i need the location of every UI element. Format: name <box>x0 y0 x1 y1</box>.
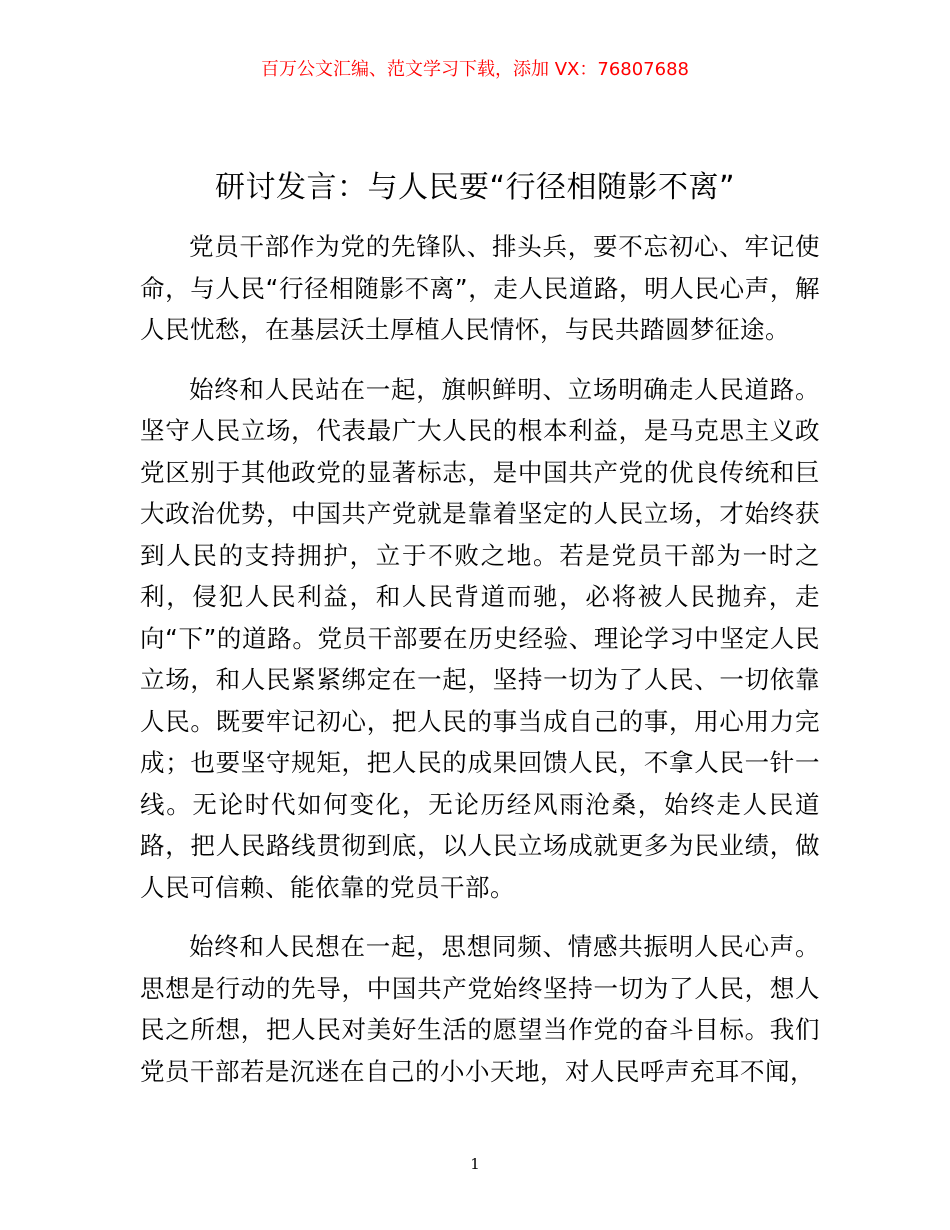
paragraph-intro: 党员干部作为党的先锋队、排头兵，要不忘初心、牢记使命，与人民“行径相随影不离”，走人民道路，明人民心声，解人民忧愁，在基层沃土厚植人民情怀，与民共踏圆梦征途。 <box>140 232 820 344</box>
paragraph-stand-with-people: 始终和人民站在一起，旗帜鲜明、立场明确走人民道路。坚守人民立场，代表最广大人民的根本利益，是马克思主义政党区别于其他政党的显著标志，是中国共产党的优良传统和巨大政治优势，中国共产党就是靠着坚定的人民立场，才始终获到人民的支持拥护，立于不败之地。若是党员干部为一时之利，侵犯人民利益，和人民背道而驰，必将被人民抛弃，走向“下”的道路。党员干部要在历史经验、理论学习中坚定人民立场，和人民紧紧绑定在一起，坚持一切为了人民、一切依靠人民。既要牢记初心，把人民的事当成自己的事，用心用力完成；也要坚守规矩，把人民的成果回馈人民，不拿人民一针一线。无论时代如何变化，无论历经风雨沧桑，始终走人民道路，把人民路线贯彻到底，以人民立场成就更多为民业绩，做人民可信赖、能依靠的党员干部。 <box>140 374 820 902</box>
document-body <box>140 226 820 1110</box>
page-title: 研讨发言：与人民要“行径相随影不离” <box>214 170 736 205</box>
header-notice: 百万公文汇编、范文学习下载，添加 VX：76807688 <box>261 59 689 80</box>
page-number: 1 <box>470 1155 480 1173</box>
paragraph-think-with-people: 始终和人民想在一起，思想同频、情感共振明人民心声。思想是行动的先导，中国共产党始终坚持一切为了人民，想人民之所想，把人民对美好生活的愿望当作党的奋斗目标。我们党员干部若是沉迷在自己的小小天地，对人民呼声充耳不闻， <box>140 932 820 1086</box>
